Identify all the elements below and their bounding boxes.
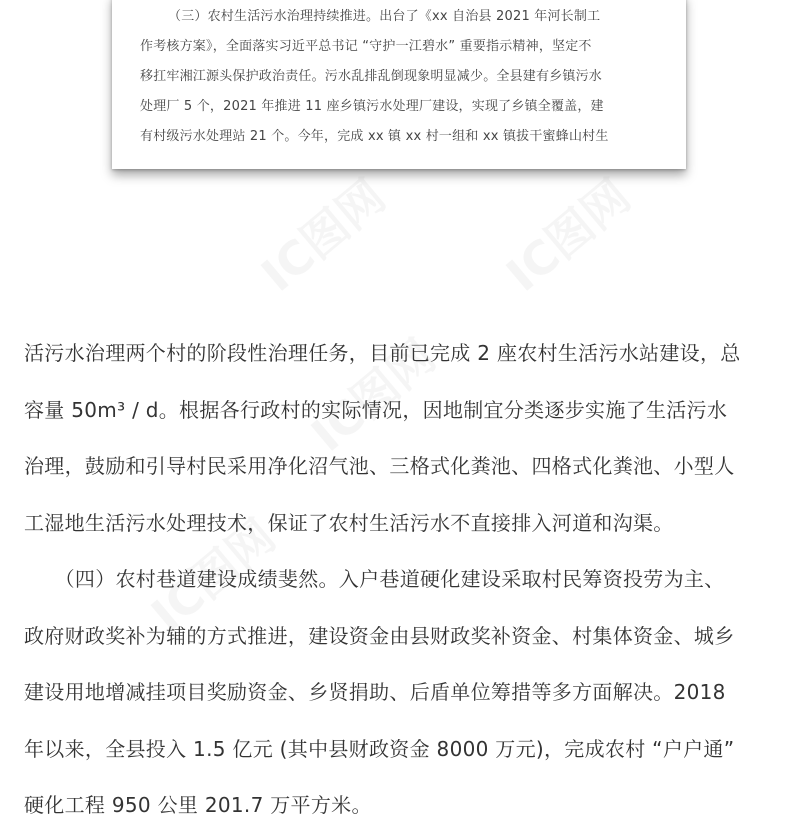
- body-text-line: 容量 50m³ / d。根据各行政村的实际情况，因地制宜分类逐步实施了生活污水: [24, 397, 728, 422]
- body-text-line: 建设用地增减挂项目奖励资金、乡贤捐助、后盾单位筹措等多方面解决。2018: [24, 680, 726, 704]
- watermark: IC图网: [141, 508, 286, 642]
- watermark: IC图网: [251, 168, 396, 302]
- card-text-line: 作考核方案》，全面落实习近平总书记 “守护一江碧水” 重要指示精神，坚定不: [140, 39, 592, 54]
- card-text-line: 有村级污水处理站 21 个。今年，完成 xx 镇 xx 村一组和 xx 镇拔干蜜蜂山村生: [140, 129, 609, 144]
- body-text-line: 工湿地生活污水处理技术，保证了农村生活污水不直接排入河道和沟渠。: [24, 510, 674, 535]
- document-body: [24, 325, 784, 834]
- body-text-line: 政府财政奖补为辅的方式推进，建设资金由县财政奖补资金、村集体资金、城乡: [24, 623, 735, 648]
- body-text-line: （四）农村巷道建设成绩斐然。入户巷道硬化建设采取村民筹资投劳为主、: [24, 567, 725, 591]
- body-text-line: 治理，鼓励和引导村民采用净化沼气池、三格式化粪池、四格式化粪池、小型人: [24, 454, 735, 478]
- card-text-line: 处理厂 5 个，2021 年推进 11 座乡镇污水处理厂建设，实现了乡镇全覆盖，建: [140, 99, 604, 114]
- watermark: IC图网: [301, 328, 446, 462]
- card-text-line: 移扛牢湘江源头保护政治责任。污水乱排乱倒现象明显减少。全县建有乡镇污水: [140, 69, 603, 84]
- watermark: IC图网: [496, 168, 641, 302]
- body-text-line: 年以来，全县投入 1.5 亿元 (其中县财政资金 8000 万元)，完成农村 “户户通”: [24, 736, 735, 761]
- body-text-line: 硬化工程 950 公里 201.7 万平方米。: [24, 793, 372, 817]
- body-text-line: 活污水治理两个村的阶段性治理任务，目前已完成 2 座农村生活污水站建设，总: [24, 341, 741, 365]
- card-text-line: （三）农村生活污水治理持续推进。出台了《xx 自治县 2021 年河长制工: [168, 9, 601, 24]
- document-excerpt-card: [112, 0, 686, 169]
